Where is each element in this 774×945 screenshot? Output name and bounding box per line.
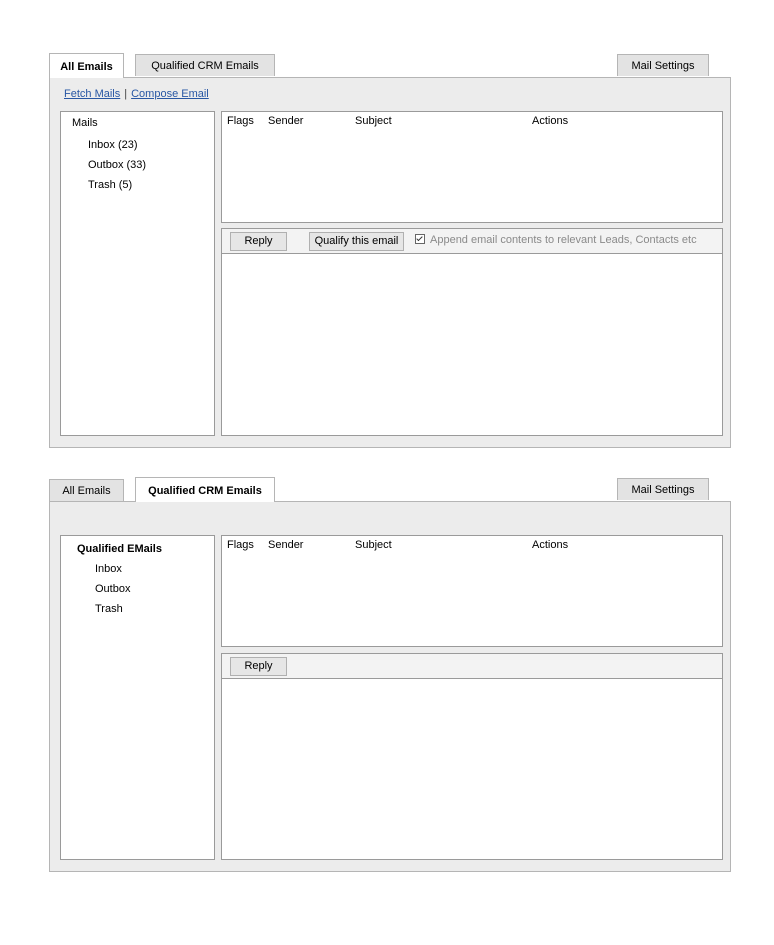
append-option[interactable] [415,234,697,246]
link-separator: | [124,88,128,100]
reply-button[interactable]: Reply [230,232,287,251]
email-list [221,111,723,223]
folder-trash[interactable]: Trash [95,603,123,615]
qualified-emails-panel [49,477,731,872]
folder-tree [60,111,215,436]
mail-action-links [64,88,209,100]
folder-outbox[interactable]: Outbox [95,583,131,595]
column-header-subject[interactable]: Subject [355,539,392,551]
folder-inbox[interactable]: Inbox [95,563,122,575]
column-header-actions[interactable]: Actions [532,115,569,127]
preview-toolbar [222,229,722,254]
qualified-emails-content [49,501,731,872]
column-header-actions[interactable]: Actions [532,539,569,551]
tab-qualified-crm-emails[interactable]: Qualified CRM Emails [135,54,275,76]
tab-qualified-crm-emails[interactable]: Qualified CRM Emails [135,477,275,502]
folder-root-mails[interactable]: Mails [72,117,98,129]
mail-settings-tab[interactable]: Mail Settings [617,478,709,500]
column-header-flags[interactable]: Flags [227,115,254,127]
tab-all-emails[interactable]: All Emails [49,479,124,501]
all-emails-panel [49,53,731,448]
folder-root-qualified[interactable]: Qualified EMails [77,543,162,555]
email-preview [221,228,723,436]
folder-inbox[interactable]: Inbox (23) [88,139,138,151]
append-checkbox-icon[interactable] [415,234,425,244]
tab-all-emails[interactable]: All Emails [49,53,124,78]
column-header-flags[interactable]: Flags [227,539,254,551]
reply-button[interactable]: Reply [230,657,287,676]
fetch-mails-link[interactable]: Fetch Mails [64,88,121,100]
folder-tree [60,535,215,860]
column-header-sender[interactable]: Sender [268,115,304,127]
all-emails-content [49,77,731,448]
email-list [221,535,723,647]
folder-trash[interactable]: Trash (5) [88,179,133,191]
append-option-label: Append email contents to relevant Leads, Contacts etc [430,234,697,246]
qualify-email-button[interactable]: Qualify this email [309,232,404,251]
column-header-subject[interactable]: Subject [355,115,392,127]
email-preview [221,653,723,860]
column-header-sender[interactable]: Sender [268,539,304,551]
mail-settings-tab[interactable]: Mail Settings [617,54,709,76]
folder-outbox[interactable]: Outbox (33) [88,159,147,171]
preview-toolbar [222,654,722,679]
compose-email-link[interactable]: Compose Email [131,88,209,100]
